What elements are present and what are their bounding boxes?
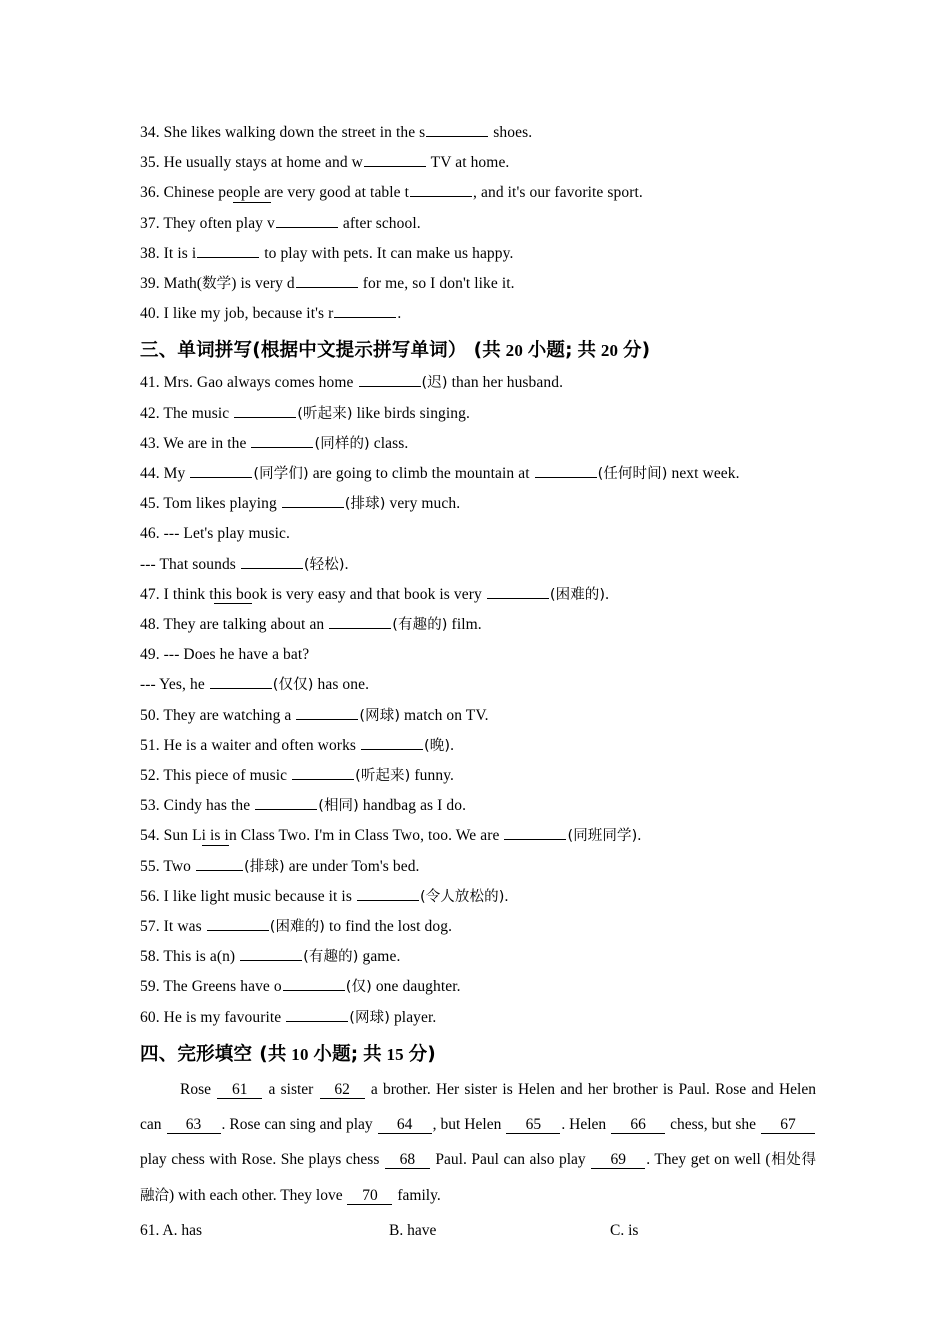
question-text: He is my favourite	[163, 1008, 286, 1026]
question-item	[140, 399, 832, 429]
question-text: They are talking about an	[163, 616, 329, 634]
chinese-hint: (任何时间)	[597, 466, 668, 483]
underlined-fragment: i is i	[201, 827, 229, 845]
answer-blank[interactable]	[282, 493, 344, 508]
question-item	[140, 791, 832, 821]
section-four-meta-score-label: 共	[363, 1043, 382, 1065]
cloze-blank-62[interactable]: 62	[320, 1082, 365, 1099]
question-text: This piece of music	[163, 767, 292, 785]
question-text-tail: for me, so I don't like it.	[358, 275, 515, 293]
question-text-tail: one daughter.	[371, 978, 461, 996]
question-item	[140, 1003, 832, 1033]
question-item	[140, 489, 832, 519]
answer-blank[interactable]	[296, 273, 358, 288]
chinese-hint: (排球)	[344, 496, 386, 513]
question-text-tail: , and it's our favorite sport.	[473, 184, 643, 202]
passage-text: . Helen	[561, 1115, 611, 1133]
question-text: This is a(n)	[163, 948, 240, 966]
question-number: 58.	[140, 948, 160, 966]
answer-blank[interactable]	[535, 463, 597, 478]
question-text: It was	[163, 918, 206, 936]
question-item	[140, 429, 832, 459]
answer-blank[interactable]	[426, 122, 488, 137]
question-number: 52.	[140, 767, 160, 785]
question-number: 38.	[140, 244, 160, 262]
question-text: --- Yes, he	[140, 676, 209, 694]
chinese-hint: (令人放松的)	[419, 888, 505, 905]
question-number: 40.	[140, 305, 160, 323]
section-four-meta-unit: 小题;	[313, 1043, 359, 1065]
passage-text: a brother. Her sister is Helen and her brother is Paul. Rose and Helen can	[140, 1080, 816, 1133]
cloze-blank-65[interactable]: 65	[506, 1117, 560, 1134]
question-text: Math(	[163, 275, 203, 293]
section-three-meta-open: (共	[473, 340, 501, 362]
answer-blank[interactable]	[364, 152, 426, 167]
question-text-tail: funny.	[410, 767, 455, 785]
question-number: 39.	[140, 275, 160, 293]
passage-text: a sister	[263, 1080, 319, 1098]
section-three-title: 三、单词拼写(根据中文提示拼写单词）	[140, 340, 467, 362]
section-heading-four	[140, 1039, 832, 1070]
question-text-tail: to play with pets. It can make us happy.	[260, 244, 514, 262]
question-text: --- Let's play music.	[163, 525, 290, 543]
chinese-hint: (晚)	[424, 737, 451, 754]
question-text: Chinese pe	[163, 184, 234, 202]
question-text-tail: class.	[369, 434, 409, 452]
question-text: I think t	[163, 585, 214, 603]
question-item	[140, 178, 832, 208]
answer-blank[interactable]	[197, 243, 259, 258]
question-text-mid: are going to climb the mountain at	[308, 465, 534, 483]
chinese-hint: (听起来)	[297, 405, 353, 422]
section-four-meta-open: (共	[259, 1043, 287, 1065]
question-text-tail: next week.	[667, 465, 740, 483]
question-text-tail: player.	[389, 1008, 437, 1026]
answer-blank[interactable]	[359, 372, 421, 387]
question-item-continuation	[140, 550, 832, 580]
answer-blank[interactable]	[329, 614, 391, 629]
passage-text: , but Helen	[432, 1115, 506, 1133]
question-text-tail: to find the lost dog.	[325, 918, 453, 936]
answer-blank[interactable]	[240, 946, 302, 961]
passage-text: Paul. Paul can also play	[430, 1150, 591, 1168]
answer-blank[interactable]	[196, 855, 243, 870]
question-number: 47.	[140, 585, 160, 603]
question-item	[140, 459, 832, 489]
question-text-tail: after school.	[338, 214, 421, 232]
question-item	[140, 942, 832, 972]
option-c-61[interactable]: C. is	[610, 1221, 639, 1239]
question-number: 44.	[140, 465, 160, 483]
answer-blank[interactable]	[234, 402, 296, 417]
passage-text: . Rose can sing and play	[221, 1115, 377, 1133]
question-number: 45.	[140, 495, 160, 513]
question-number: 36.	[140, 184, 160, 202]
underlined-fragment: ople a	[233, 184, 272, 202]
option-a-61[interactable]	[140, 1216, 202, 1246]
chinese-hint: (网球)	[359, 707, 401, 724]
question-text-tail: very much.	[385, 495, 461, 513]
question-item	[140, 821, 832, 851]
question-text-tail: are under Tom's bed.	[284, 857, 420, 875]
chinese-hint: (同样的)	[314, 435, 370, 452]
question-item-continuation	[140, 670, 832, 700]
question-text-tail: than her husband.	[447, 374, 564, 392]
chinese-hint: (仅仅)	[272, 677, 314, 694]
question-number: 43.	[140, 434, 160, 452]
cloze-blank-66[interactable]: 66	[611, 1117, 665, 1134]
chinese-hint: 数学	[202, 276, 232, 293]
option-b-61[interactable]: B. have	[389, 1221, 437, 1239]
answer-blank[interactable]	[207, 916, 269, 931]
question-text: Two	[163, 857, 195, 875]
cloze-passage	[140, 1072, 816, 1214]
question-text: He is a waiter and often works	[163, 736, 361, 754]
question-item	[140, 239, 832, 269]
question-item	[140, 761, 832, 791]
question-item	[140, 299, 832, 329]
question-number: 57.	[140, 918, 160, 936]
answer-blank[interactable]	[241, 553, 303, 568]
answer-blank[interactable]	[276, 212, 338, 227]
question-text: Cindy has the	[163, 797, 255, 815]
question-text-tail: .	[450, 736, 455, 754]
chinese-hint: (迟)	[421, 375, 448, 392]
question-number: 48.	[140, 616, 160, 634]
passage-text: family.	[393, 1186, 441, 1204]
section-four-question-count: 10	[291, 1044, 309, 1064]
section-three-meta-close: 分)	[622, 340, 651, 362]
question-text: Tom likes playing	[163, 495, 281, 513]
chinese-hint: (困难的)	[269, 919, 326, 936]
answer-blank[interactable]	[296, 704, 358, 719]
chinese-hint: (排球)	[244, 858, 285, 875]
question-number: 61.	[140, 1221, 160, 1239]
answer-blank[interactable]	[487, 584, 549, 599]
question-number: 46.	[140, 525, 160, 543]
question-item	[140, 731, 832, 761]
answer-blank[interactable]	[283, 976, 345, 991]
section-three-question-count: 20	[505, 341, 524, 361]
question-text: --- That sounds	[140, 555, 240, 573]
question-item	[140, 368, 832, 398]
question-text-tail: .	[344, 555, 349, 573]
question-number: 59.	[140, 978, 160, 996]
question-text: She likes walking down the street in the s	[163, 124, 426, 141]
question-text: Sun L	[163, 827, 202, 845]
question-item	[140, 118, 832, 148]
chinese-hint: (有趣的)	[303, 949, 359, 966]
answer-blank[interactable]	[190, 463, 252, 478]
chinese-hint: (仅)	[345, 979, 372, 996]
question-text-tail: handbag as I do.	[358, 797, 467, 815]
question-text-mid: ok is very easy and that book is very	[251, 585, 486, 603]
question-item	[140, 269, 832, 299]
answer-blank[interactable]	[410, 182, 472, 197]
section-three-meta-unit: 小题;	[527, 340, 573, 362]
chinese-hint: (有趣的)	[392, 617, 448, 634]
question-number: 37.	[140, 214, 160, 232]
answer-blank[interactable]	[357, 886, 419, 901]
question-text-tail: like birds singing.	[352, 404, 470, 422]
question-item	[140, 148, 832, 178]
section-four-title: 四、完形填空	[140, 1043, 253, 1065]
question-text: --- Does he have a bat?	[163, 646, 310, 664]
question-number: 60.	[140, 1008, 160, 1026]
question-item	[140, 852, 832, 882]
question-number: 34.	[140, 124, 160, 141]
question-item	[140, 209, 832, 239]
options-row-61	[140, 1216, 832, 1246]
question-text-tail: TV at home.	[426, 154, 510, 172]
section-three-meta-score-label: 共	[577, 340, 597, 362]
question-number: 55.	[140, 857, 160, 875]
answer-blank[interactable]	[361, 735, 423, 750]
answer-blank[interactable]	[210, 674, 272, 689]
question-text: The Greens have o	[163, 978, 282, 996]
answer-blank[interactable]	[255, 795, 317, 810]
question-text-tail: .	[397, 305, 402, 323]
passage-text: Rose	[180, 1080, 217, 1098]
question-number: 49.	[140, 646, 160, 664]
cloze-blank-63[interactable]: 63	[167, 1117, 221, 1134]
section-four-score: 15	[386, 1044, 404, 1064]
question-text: Mrs. Gao always comes home	[163, 374, 358, 392]
question-text-mid: ) is very d	[231, 275, 295, 293]
question-number: 51.	[140, 736, 160, 754]
question-text: We are in the	[163, 434, 251, 452]
fill-in-letter-section	[140, 118, 832, 329]
chinese-hint: (同学们)	[253, 466, 309, 483]
question-text-mid: n Class Two. I'm in Class Two, too. We are	[228, 827, 504, 845]
question-number: 53.	[140, 797, 160, 815]
cloze-blank-70[interactable]: 70	[347, 1188, 392, 1205]
question-text-tail: .	[605, 585, 610, 603]
chinese-note: 相处得融洽	[140, 1151, 817, 1204]
question-item	[140, 912, 832, 942]
question-text-tail: game.	[358, 948, 401, 966]
question-number: 56.	[140, 887, 160, 905]
question-item	[140, 640, 832, 670]
chinese-hint: (同班同学)	[567, 828, 638, 845]
question-item	[140, 882, 832, 912]
chinese-hint: (困难的)	[549, 586, 606, 603]
answer-blank[interactable]	[251, 433, 313, 448]
question-number: 54.	[140, 827, 160, 845]
passage-text: play chess with Rose. She plays chess	[140, 1150, 384, 1168]
question-text: The music	[163, 404, 234, 422]
cloze-blank-61[interactable]: 61	[217, 1082, 262, 1099]
chinese-hint: (相同)	[318, 798, 359, 815]
question-item	[140, 519, 832, 549]
answer-blank[interactable]	[334, 303, 396, 318]
question-text: I like my job, because it's r	[163, 305, 334, 323]
cloze-blank-68[interactable]: 68	[385, 1152, 430, 1169]
passage-text: ) with each other. They love	[169, 1186, 347, 1204]
chinese-hint: (轻松)	[303, 556, 345, 573]
cloze-blank-64[interactable]: 64	[378, 1117, 432, 1134]
question-text-tail: shoes.	[489, 124, 533, 141]
section-heading-three	[140, 335, 832, 366]
question-item	[140, 610, 832, 640]
question-number: 50.	[140, 706, 160, 724]
passage-text: . They get on well (	[646, 1150, 771, 1168]
answer-blank[interactable]	[504, 825, 566, 840]
cloze-blank-69[interactable]: 69	[591, 1152, 645, 1169]
question-text-tail: .	[637, 827, 642, 845]
question-text: They often play v	[163, 214, 275, 232]
section-three-score: 20	[600, 341, 619, 361]
question-number: 42.	[140, 404, 160, 422]
cloze-blank-67[interactable]: 67	[761, 1117, 815, 1134]
question-number: 41.	[140, 374, 160, 392]
question-item	[140, 701, 832, 731]
question-text: It is i	[163, 244, 197, 262]
question-item	[140, 580, 832, 610]
passage-text: chess, but she	[666, 1115, 760, 1133]
question-text-mid: re very good at table t	[271, 184, 410, 202]
question-number: 35.	[140, 154, 160, 172]
answer-blank[interactable]	[292, 765, 354, 780]
question-text-tail: .	[504, 887, 509, 905]
question-text: He usually stays at home and w	[163, 154, 363, 172]
section-four-meta-close: 分)	[408, 1043, 436, 1065]
chinese-hint: (听起来)	[355, 768, 411, 785]
question-text-tail: film.	[447, 616, 482, 634]
answer-blank[interactable]	[286, 1006, 348, 1021]
question-text-tail: has one.	[313, 676, 370, 694]
question-text: I like light music because it is	[163, 887, 356, 905]
question-text: They are watching a	[163, 706, 296, 724]
question-item	[140, 972, 832, 1002]
underlined-fragment: his bo	[213, 585, 252, 603]
question-text-tail: match on TV.	[400, 706, 489, 724]
option-label: A. has	[162, 1221, 203, 1239]
question-text: My	[163, 465, 190, 483]
word-spelling-section	[140, 368, 832, 1032]
chinese-hint: (网球)	[349, 1009, 390, 1026]
